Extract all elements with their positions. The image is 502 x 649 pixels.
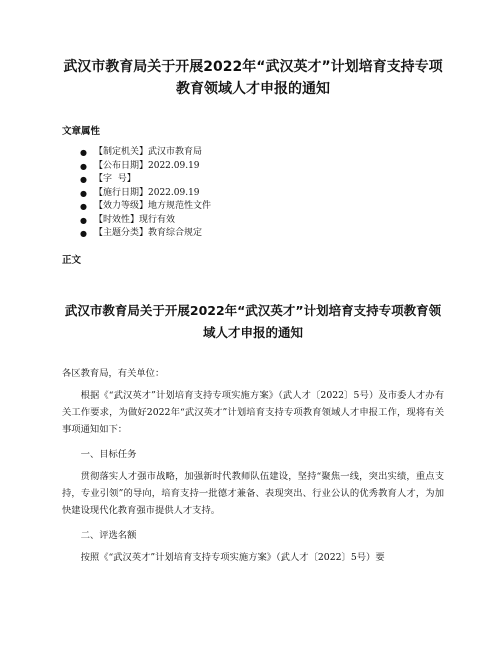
body-label: 正文	[62, 254, 82, 266]
paragraph: 按照《“武汉英才”计划培育支持专项实施方案》（武人才〔2022〕5号）要	[80, 551, 385, 563]
bullet-icon: ●	[80, 229, 87, 238]
attribute-item: ● 【制定机关】武汉市教育局	[94, 146, 444, 160]
attribute-item: ● 【效力等级】地方规范性文件	[94, 200, 444, 214]
section-heading: 一、目标任务	[80, 448, 137, 460]
attribute-item: ● 【主题分类】教育综合规定	[94, 227, 444, 241]
attributes-label: 文章属性	[62, 126, 101, 137]
attribute-item: ● 【时效性】现行有效	[94, 214, 444, 228]
attribute-item: ● 【公布日期】2022.09.19	[94, 160, 444, 174]
addressee: 各区教育局，有关单位：	[62, 367, 165, 379]
bullet-icon: ●	[80, 161, 87, 171]
attribute-item: ● 【施行日期】2022.09.19	[94, 187, 444, 201]
paragraph: 贯彻落实人才强市战略，加强新时代教师队伍建设，坚持“聚焦一线，突出实绩，重点支持，专业引领”的导向，培育支持一批德才兼备、表现突出、行业公认的优秀教育人才，为加快建设现代化教育强市提供人才支持。	[62, 470, 444, 516]
article-title: 武汉市教育局关于开展2022年“武汉英才”计划培育支持专项教育领域人才申报的通知	[64, 302, 442, 340]
attributes-list	[62, 146, 444, 241]
bullet-icon: ●	[80, 148, 87, 157]
document-title: 武汉市教育局关于开展2022年“武汉英才”计划培育支持专项教育领域人才申报的通知	[63, 59, 443, 97]
section-heading: 二、评选名额	[80, 529, 137, 541]
bullet-icon: ●	[80, 188, 87, 198]
attribute-item: ● 【字 号】	[94, 173, 444, 187]
paragraph: 根据《“武汉英才”计划培育支持专项实施方案》（武人才〔2022〕5号）及市委人才办有关工作要求，为做好2022年“武汉英才”计划培育支持专项教育领域人才申报工作，现将有关事项通知如下：	[62, 389, 444, 435]
bullet-icon: ●	[80, 215, 87, 225]
bullet-icon: ●	[80, 175, 87, 184]
bullet-icon: ●	[80, 202, 87, 211]
